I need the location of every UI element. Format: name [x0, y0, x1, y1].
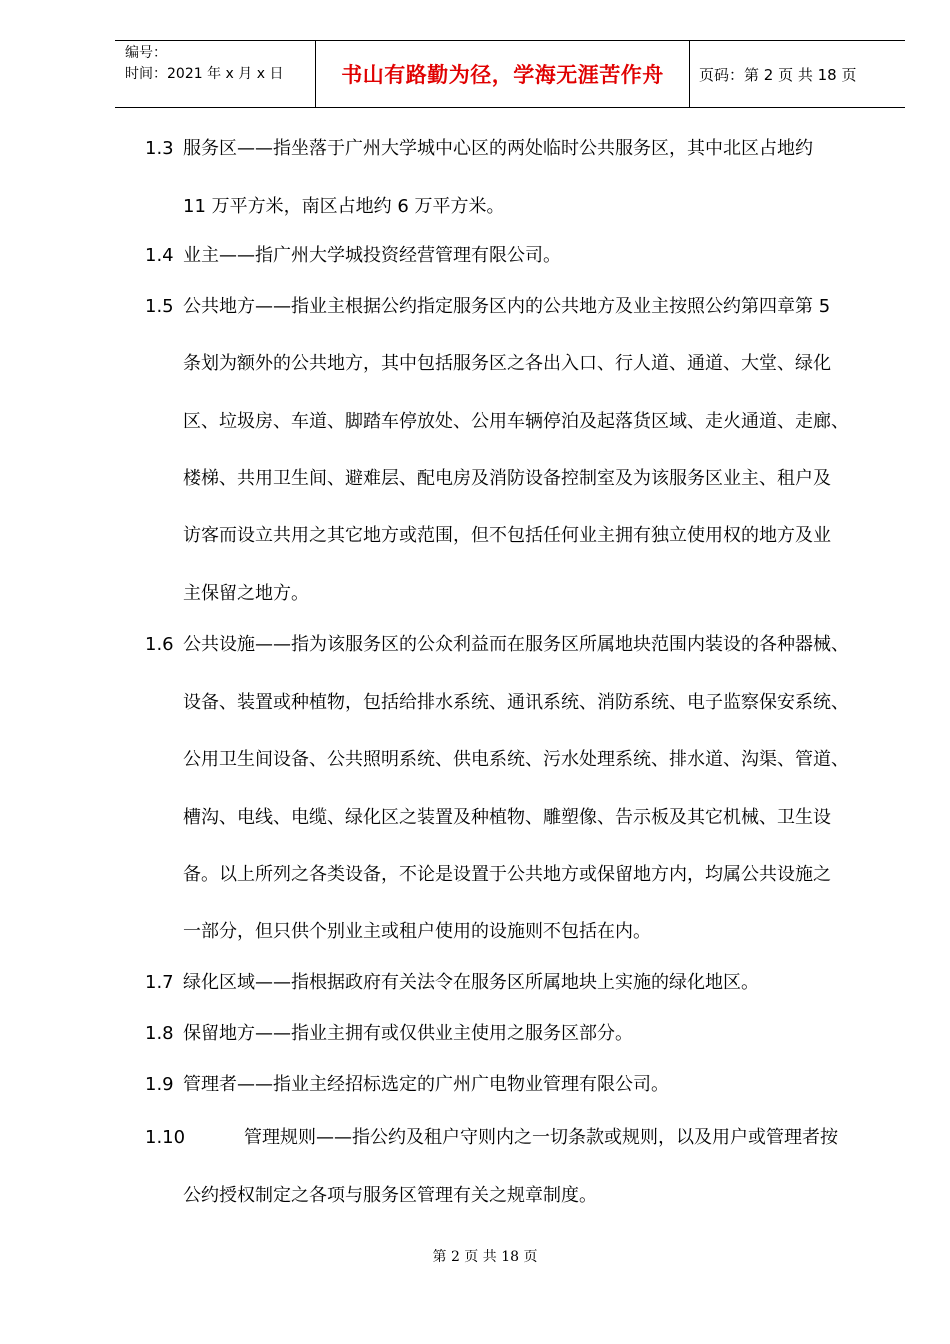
- clause-line: 保留地方——指业主拥有或仅供业主使用之服务区部分。: [183, 1023, 633, 1044]
- clause-line: 管理规则——指公约及租户守则内之一切条款或规则，以及用户或管理者按: [244, 1127, 838, 1148]
- clause-number: 1.6: [145, 634, 174, 655]
- number-label: 编号：: [125, 45, 167, 61]
- clause-line: 11 万平方米，南区占地约 6 万平方米。: [183, 196, 505, 217]
- clause-number: 1.3: [145, 138, 174, 159]
- clause-line: 公约授权制定之各项与服务区管理有关之规章制度。: [183, 1185, 597, 1206]
- clause-line: 槽沟、电线、电缆、绿化区之装置及种植物、雕塑像、告示板及其它机械、卫生设: [183, 807, 831, 828]
- clause-line: 楼梯、共用卫生间、避难层、配电房及消防设备控制室及为该服务区业主、租户及: [183, 468, 831, 489]
- clause-line: 访客而设立共用之其它地方或范围，但不包括任何业主拥有独立使用权的地方及业: [183, 525, 831, 546]
- clause-line: 公共设施——指为该服务区的公众利益而在服务区所属地块范围内装设的各种器械、: [183, 634, 849, 655]
- clause-number: 1.5: [145, 296, 174, 317]
- clause-number: 1.7: [145, 972, 174, 993]
- clause-line: 公用卫生间设备、公共照明系统、供电系统、污水处理系统、排水道、沟渠、管道、: [183, 749, 849, 770]
- time-label: 时间：2021 年 x 月 x 日: [125, 66, 284, 82]
- header-motto: 书山有路勤为径，学海无涯苦作舟: [315, 41, 690, 107]
- clause-line: 主保留之地方。: [183, 583, 309, 604]
- clause-number: 1.9: [145, 1074, 174, 1095]
- clause-line: 设备、装置或种植物，包括给排水系统、通讯系统、消防系统、电子监察保安系统、: [183, 692, 849, 713]
- clause-line: 服务区——指坐落于广州大学城中心区的两处临时公共服务区，其中北区占地约: [183, 138, 813, 159]
- clause-number: 1.10: [145, 1127, 186, 1148]
- clause-number: 1.4: [145, 245, 174, 266]
- clause-line: 区、垃圾房、车道、脚踏车停放处、公用车辆停泊及起落货区域、走火通道、走廊、: [183, 411, 849, 432]
- page-header: [115, 40, 905, 108]
- clause-line: 业主——指广州大学城投资经营管理有限公司。: [183, 245, 561, 266]
- page-footer: 第 2 页 共 18 页: [432, 1249, 538, 1265]
- clause-number: 1.8: [145, 1023, 174, 1044]
- clause-line: 公共地方——指业主根据公约指定服务区内的公共地方及业主按照公约第四章第 5: [183, 296, 831, 317]
- clause-line: 条划为额外的公共地方，其中包括服务区之各出入口、行人道、通道、大堂、绿化: [183, 353, 831, 374]
- clause-line: 备。以上所列之各类设备，不论是设置于公共地方或保留地方内，均属公共设施之: [183, 864, 831, 885]
- header-page-info: 页码：第 2 页 共 18 页: [699, 65, 857, 84]
- clause-line: 绿化区域——指根据政府有关法令在服务区所属地块上实施的绿化地区。: [183, 972, 759, 993]
- clause-line: 一部分，但只供个别业主或租户使用的设施则不包括在内。: [183, 921, 651, 942]
- header-meta: [115, 41, 315, 107]
- clause-line: 管理者——指业主经招标选定的广州广电物业管理有限公司。: [183, 1074, 669, 1095]
